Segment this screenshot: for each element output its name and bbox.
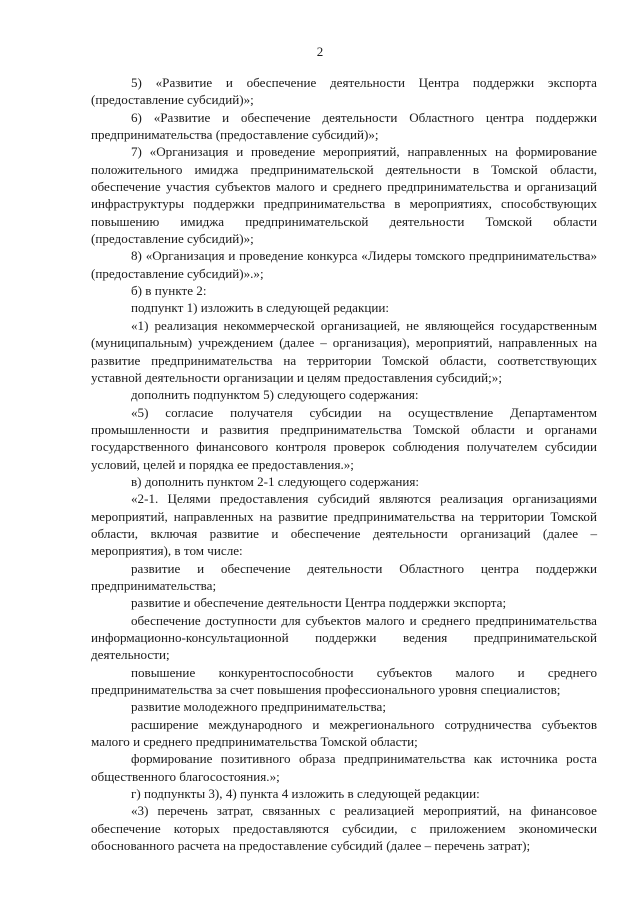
page-number: 2 xyxy=(316,44,324,59)
document-body xyxy=(91,74,597,854)
paragraph-subitem-3-text: «3) перечень затрат, связанных с реализацией мероприятий, на финансовое обеспечение которых предоставляются субсидии, с приложением экономически обоснованного расчета на предоставление субсидий (далее – перечень затрат); xyxy=(91,803,597,854)
paragraph-item-7: 7) «Организация и проведение мероприятий, направленных на формирование положительного имиджа предпринимательской деятельности в Томской области, обеспечение участия субъектов малого и среднего предпринимательства и организаций инфраструктуры поддержки предпринимательства в мероприятиях, способствующих повышению имиджа предпринимательской деятельности Томской области (предоставление субсидий)»; xyxy=(91,144,597,247)
paragraph-goal-export-center: развитие и обеспечение деятельности Центра поддержки экспорта; xyxy=(131,595,507,611)
paragraph-g-heading: г) подпункты 3), 4) пункта 4 изложить в следующей редакции: xyxy=(131,786,480,802)
paragraph-v-heading: в) дополнить пунктом 2-1 следующего содержания: xyxy=(131,473,420,489)
paragraph-item-5: 5) «Развитие и обеспечение деятельности Центра поддержки экспорта (предоставление субсидий)»; xyxy=(91,75,597,108)
paragraph-goal-cooperation: расширение международного и межрегионального сотрудничества субъектов малого и среднего предпринимательства Томской области; xyxy=(91,716,597,750)
paragraph-goal-competitiveness: повышение конкурентоспособности субъектов малого и среднего предпринимательства за счет повышения профессионального уровня специалистов; xyxy=(91,664,597,698)
paragraph-goal-youth: развитие молодежного предпринимательства; xyxy=(131,699,386,715)
paragraph-subitem-5-text: «5) согласие получателя субсидии на осуществление Департаментом промышленности и развития предпринимательства Томской области и органами государственного финансового контроля проверок соблюдения получателем субсидии условий, целей и порядка ее предоставления.»; xyxy=(91,404,597,472)
paragraph-b-heading: б) в пункте 2: xyxy=(131,283,207,299)
paragraph-subitem-1-text: «1) реализация некоммерческой организацией, не являющейся государственным (муниципальным) учреждением (далее – организация), мероприятий, направленных на развитие предпринимательства на территории Томской области, соответствующих уставной деятельности организации и целям предоставления субсидий;»; xyxy=(91,317,597,385)
paragraph-subitem-1-instruction: подпункт 1) изложить в следующей редакции: xyxy=(131,300,390,316)
paragraph-goal-regional-center: развитие и обеспечение деятельности Областного центра поддержки предпринимательства; xyxy=(91,560,597,593)
paragraph-goal-consulting: обеспечение доступности для субъектов малого и среднего предпринимательства информационно-консультационной поддержки ведения предпринимательской деятельности; xyxy=(91,612,597,663)
paragraph-2-1-text: «2-1. Целями предоставления субсидий являются реализация организациями мероприятий, направленных на развитие предпринимательства на территории Томской области, включая развитие и обеспечение деятельности организаций (далее – мероприятия), в том числе: xyxy=(91,491,597,559)
paragraph-item-8: 8) «Организация и проведение конкурса «Лидеры томского предпринимательства» (предоставление субсидий)».»; xyxy=(91,248,597,281)
paragraph-item-6: 6) «Развитие и обеспечение деятельности Областного центра поддержки предпринимательства (предоставление субсидий)»; xyxy=(91,109,597,143)
paragraph-subitem-5-instruction: дополнить подпунктом 5) следующего содержания: xyxy=(131,387,419,403)
paragraph-goal-image: формирование позитивного образа предпринимательства как источника роста общественного благосостояния.»; xyxy=(91,751,597,784)
